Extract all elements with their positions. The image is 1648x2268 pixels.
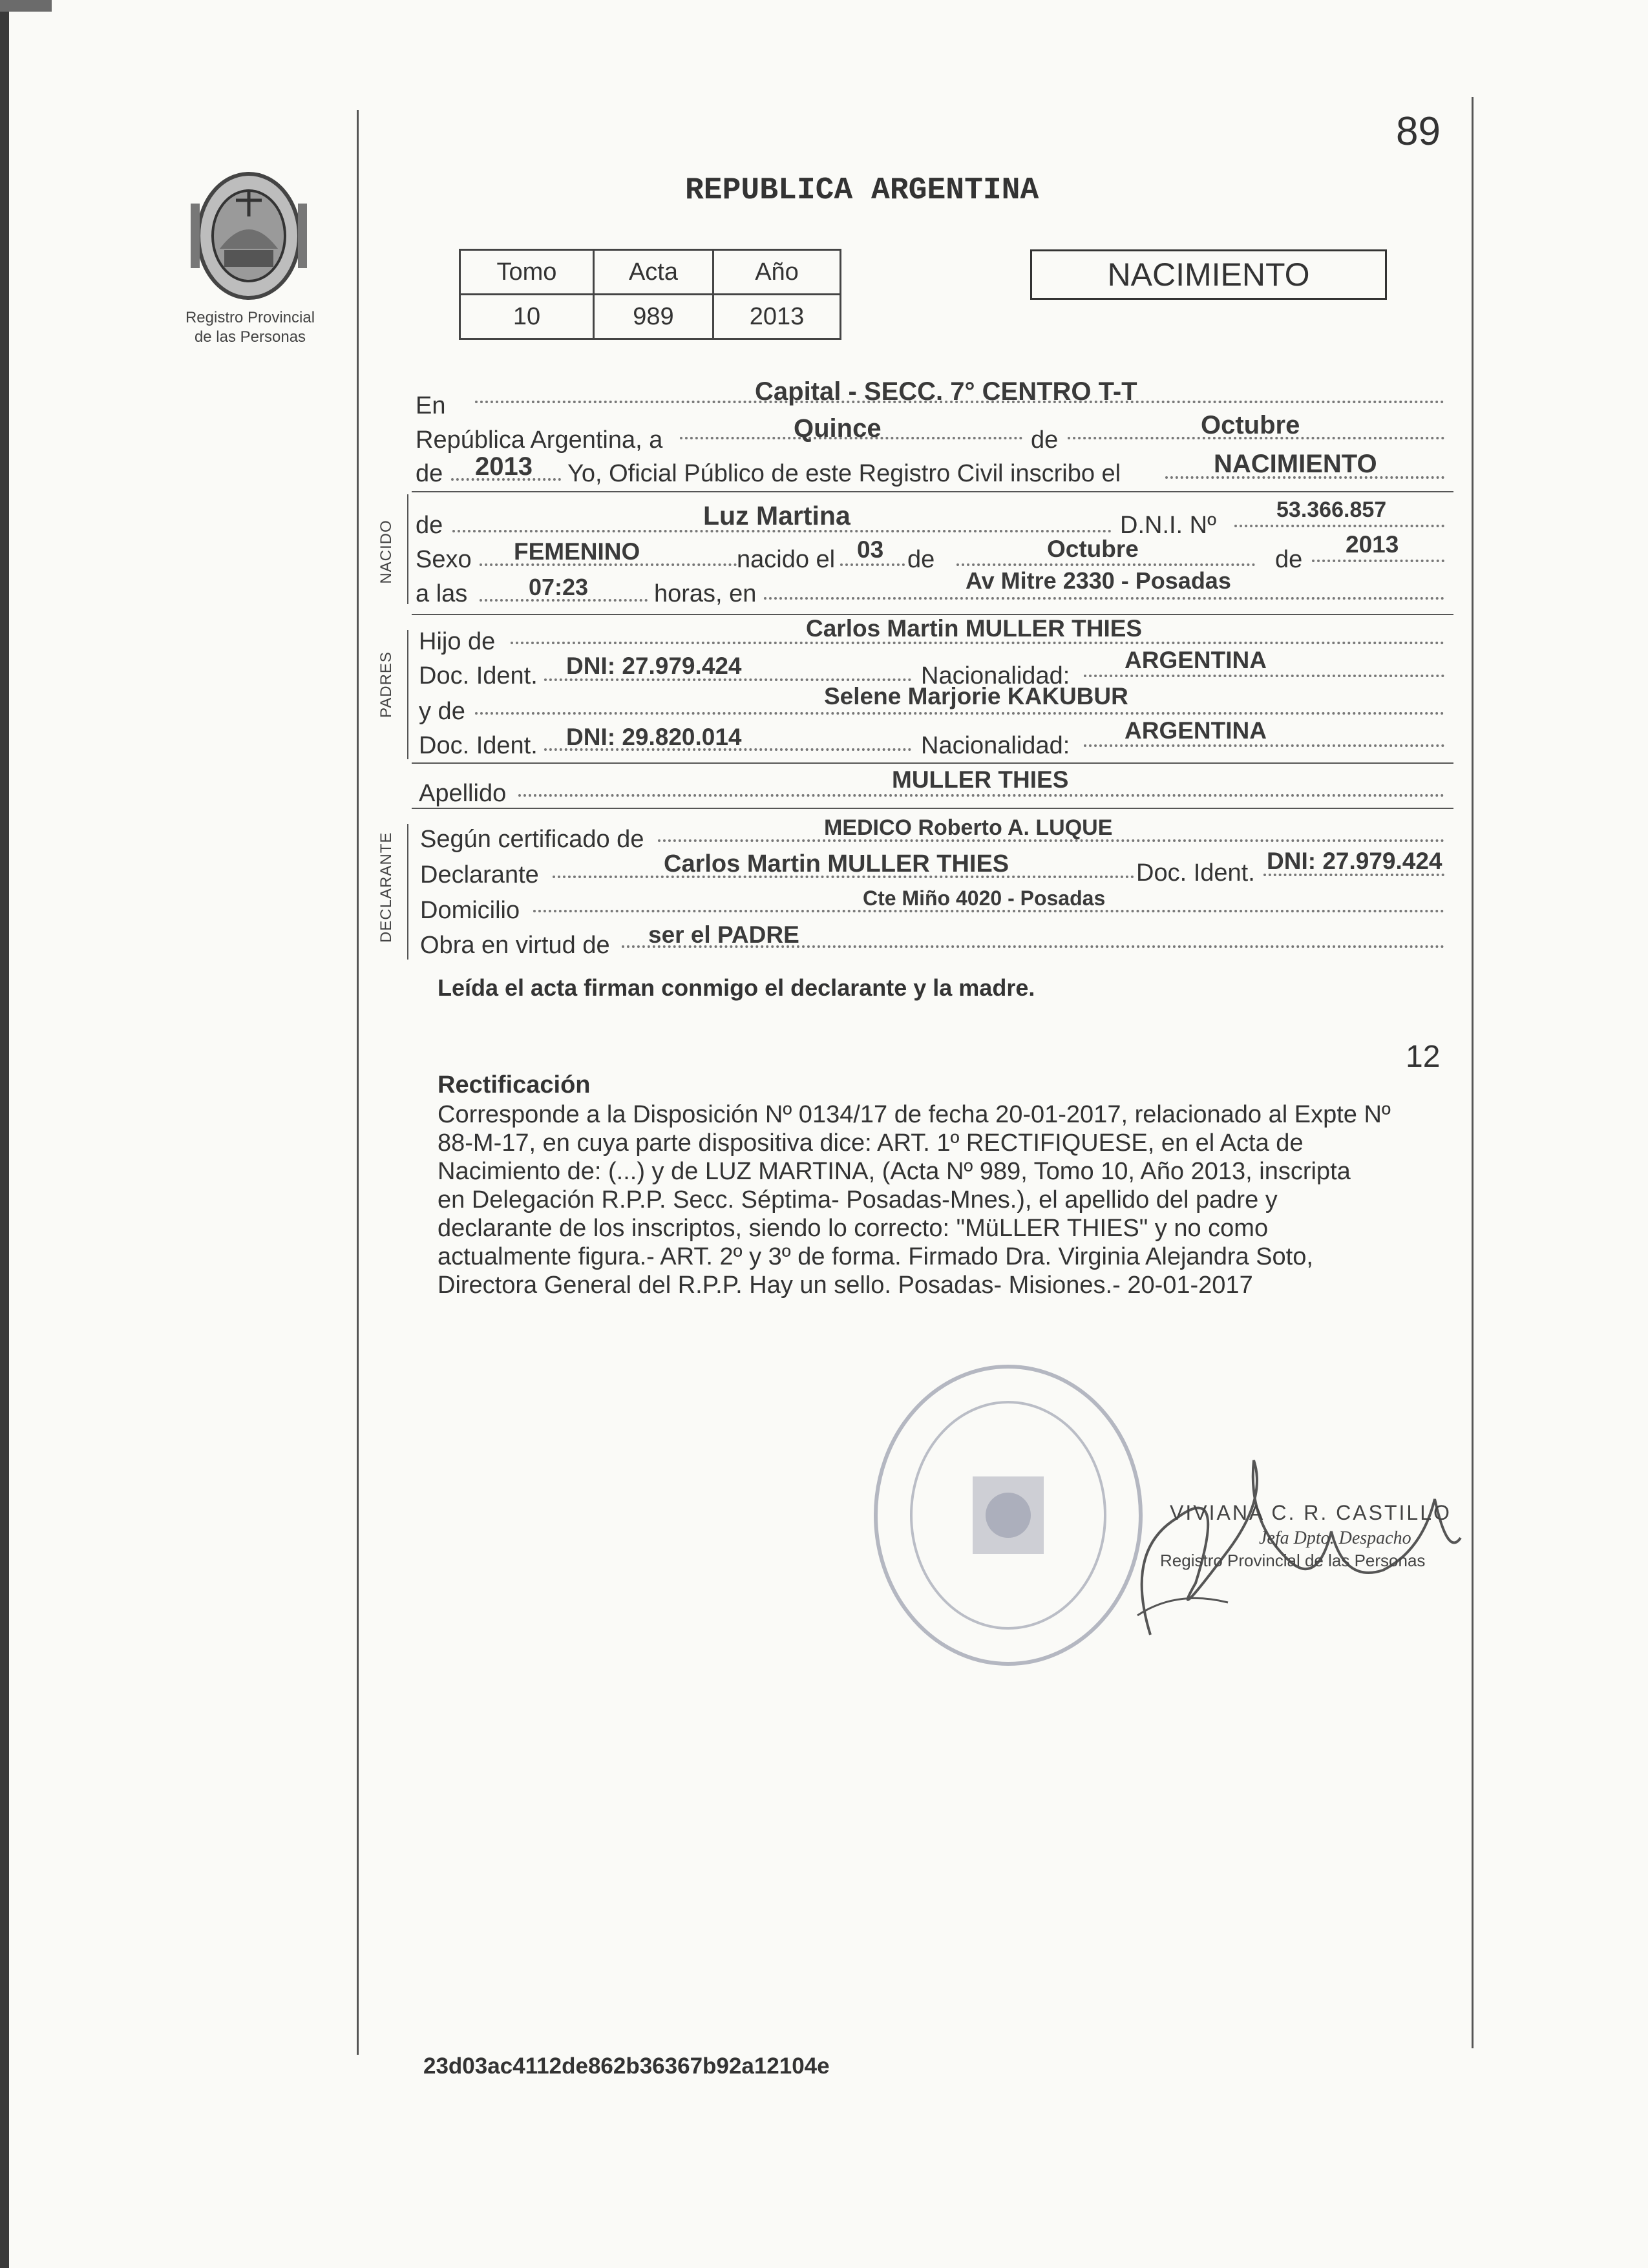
decl-doc: DNI: 27.979.424 xyxy=(1267,848,1442,874)
mother-doc: DNI: 29.820.014 xyxy=(566,724,742,750)
father-name: Carlos Martin MULLER THIES xyxy=(806,615,1143,642)
stamp-org: Registro Provincial de las Personas xyxy=(1160,1551,1426,1570)
ref-value-anio: 2013 xyxy=(713,295,841,339)
horas-label: horas, en xyxy=(654,580,757,607)
father-nat: ARGENTINA xyxy=(1125,647,1267,673)
apellido-label: Apellido xyxy=(419,780,507,807)
year-value: 2013 xyxy=(475,452,533,481)
rectification-line: Nacimiento de: (...) y de LUZ MARTINA, (Acta Nº 989, Tomo 10, Año 2013, inscripta xyxy=(438,1158,1351,1185)
de-label: de xyxy=(1031,426,1059,454)
rectification-number: 12 xyxy=(1406,1040,1441,1074)
dom-value: Cte Miño 4020 - Posadas xyxy=(863,887,1106,910)
rectification-line: en Delegación R.P.P. Secc. Séptima- Posadas-Mnes.), el apellido del padre y xyxy=(438,1186,1278,1213)
rectification-line: declarante de los inscriptos, siendo lo correcto: "MüLLER THIES" y no como xyxy=(438,1215,1269,1242)
dni-label: D.N.I. Nº xyxy=(1120,512,1216,539)
father-nat-line xyxy=(1084,675,1444,677)
rectification-line: Corresponde a la Disposición Nº 0134/17 de fecha 20-01-2017, relacionado al Expte Nº xyxy=(438,1101,1391,1128)
province-seal-icon xyxy=(184,165,313,307)
mother-nat: ARGENTINA xyxy=(1125,717,1267,744)
nacido-de-label: de xyxy=(416,512,443,539)
divider-apellido xyxy=(412,808,1453,809)
apellido-line xyxy=(518,794,1444,797)
sexo-label: Sexo xyxy=(416,546,472,573)
registry-subname: de las Personas xyxy=(194,328,306,346)
decl-label: Declarante xyxy=(420,861,539,888)
ref-value-acta: 989 xyxy=(593,295,713,339)
apellido-value: MULLER THIES xyxy=(892,766,1069,793)
sexo-value: FEMENINO xyxy=(514,538,640,565)
declarante-side-label: DECLARANTE xyxy=(377,832,395,943)
stamp-role: Jefa Dpto. Despacho xyxy=(1259,1528,1411,1548)
month-value: Octubre xyxy=(1201,411,1300,439)
birth-de-label: de xyxy=(907,546,935,573)
declarante-bracket xyxy=(407,824,408,960)
right-frame-line xyxy=(1472,97,1474,2048)
decl-value: Carlos Martin MULLER THIES xyxy=(664,850,1009,877)
nacido-bracket xyxy=(407,494,408,604)
rectification-line: 88-M-17, en cuya parte dispositiva dice: ART. 1º RECTIFIQUESE, en el Acta de xyxy=(438,1129,1304,1157)
inscribo-label: Yo, Oficial Público de este Registro Civil inscribo el xyxy=(567,460,1121,487)
rectification-title: Rectificación xyxy=(438,1071,591,1098)
birth-year-line xyxy=(1312,560,1444,562)
en-label: En xyxy=(416,392,446,419)
father-doc-label: Doc. Ident. xyxy=(419,662,538,689)
ref-header-tomo: Tomo xyxy=(460,250,594,295)
scan-edge-top xyxy=(0,0,52,12)
document-hash: 23d03ac4112de862b36367b92a12104e xyxy=(423,2053,830,2079)
registry-logo xyxy=(184,165,313,307)
mother-name: Selene Marjorie KAKUBUR xyxy=(824,683,1128,709)
record-type-box: NACIMIENTO xyxy=(1030,249,1387,300)
mother-nat-line xyxy=(1084,744,1444,747)
birth-day: 03 xyxy=(857,536,884,563)
padres-bracket xyxy=(407,630,408,759)
hijo-de-label: Hijo de xyxy=(419,628,496,655)
child-dni: 53.366.857 xyxy=(1276,498,1387,522)
registry-name: Registro Provincial xyxy=(185,309,315,326)
place-value: Capital - SECC. 7° CENTRO T-T xyxy=(755,377,1137,406)
birth-place-line xyxy=(764,597,1444,600)
decl-doc-label: Doc. Ident. xyxy=(1136,859,1255,887)
cert-value: MEDICO Roberto A. LUQUE xyxy=(824,815,1113,840)
birth-time: 07:23 xyxy=(529,574,589,600)
mother-line xyxy=(475,712,1444,715)
ref-value-tomo: 10 xyxy=(460,295,594,339)
page-number: 89 xyxy=(1396,109,1441,154)
child-name: Luz Martina xyxy=(703,501,850,530)
birth-place: Av Mitre 2330 - Posadas xyxy=(966,567,1231,594)
divider-intro xyxy=(412,491,1453,492)
left-frame-line xyxy=(357,110,359,2055)
obra-label: Obra en virtud de xyxy=(420,932,610,959)
padres-side-label: PADRES xyxy=(377,651,395,718)
stamp-name: VIVIANA C. R. CASTILLO xyxy=(1170,1501,1452,1524)
closing-statement: Leída el acta firman conmigo el declarante y la madre. xyxy=(438,974,1035,1001)
birth-month-line xyxy=(956,563,1255,566)
inscribo-value: NACIMIENTO xyxy=(1214,450,1377,478)
birth-day-line xyxy=(840,563,905,566)
rectification-line: actualmente figura.- ART. 2º y 3º de forma. Firmado Dra. Virginia Alejandra Soto, xyxy=(438,1243,1313,1270)
a-las-label: a las xyxy=(416,580,468,607)
day-value: Quince xyxy=(794,414,882,443)
ref-header-acta: Acta xyxy=(593,250,713,295)
republica-label: República Argentina, a xyxy=(416,426,663,454)
father-doc: DNI: 27.979.424 xyxy=(566,653,742,679)
reference-table xyxy=(459,249,841,340)
birth-year: 2013 xyxy=(1346,531,1399,558)
rectification-line: Directora General del R.P.P. Hay un sello. Posadas- Misiones.- 20-01-2017 xyxy=(438,1272,1253,1299)
father-nat-label: Nacionalidad: xyxy=(921,662,1070,689)
mother-doc-label: Doc. Ident. xyxy=(419,732,538,759)
cert-label: Según certificado de xyxy=(420,826,644,853)
birth-de2-label: de xyxy=(1275,546,1303,573)
ref-header-anio: Año xyxy=(713,250,841,295)
nacido-el-label: nacido el xyxy=(737,546,836,573)
y-de-label: y de xyxy=(419,698,465,725)
scan-edge xyxy=(0,0,9,2268)
mother-nat-label: Nacionalidad: xyxy=(921,732,1070,759)
dni-line xyxy=(1234,525,1444,527)
de2-label: de xyxy=(416,460,443,487)
obra-value: ser el PADRE xyxy=(648,921,799,948)
nacido-side-label: NACIDO xyxy=(377,520,395,584)
dom-label: Domicilio xyxy=(420,897,520,924)
birth-month: Octubre xyxy=(1047,536,1139,562)
divider-padres xyxy=(412,762,1453,764)
document-title: REPUBLICA ARGENTINA xyxy=(685,173,1039,208)
